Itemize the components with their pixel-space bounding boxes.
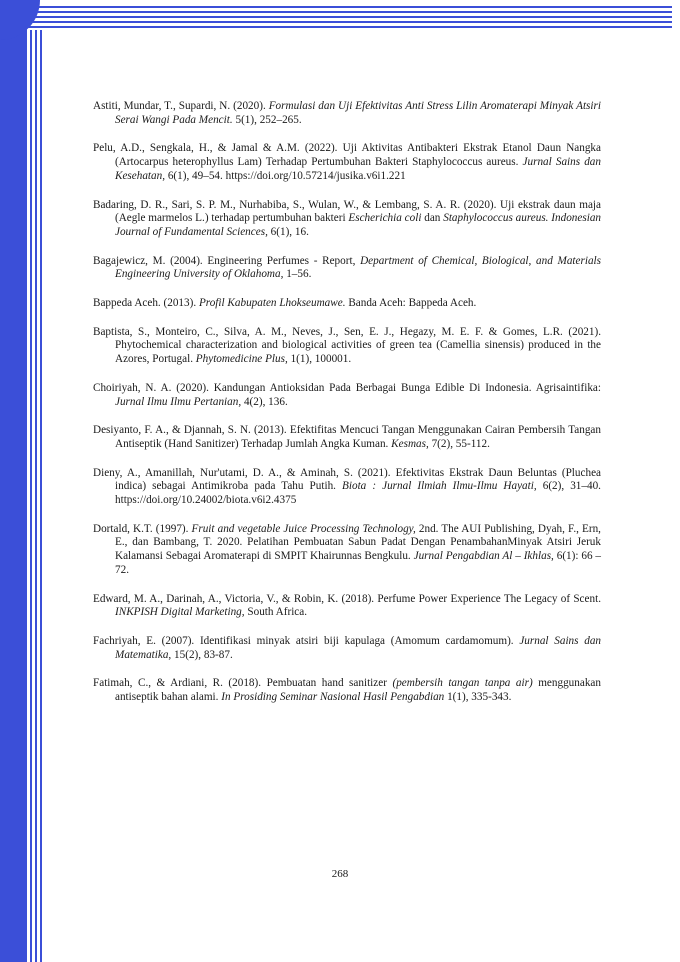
reference-list [93, 100, 601, 720]
top-stripe [27, 16, 672, 18]
page-number: 268 [331, 868, 349, 880]
top-stripe [27, 26, 672, 28]
top-stripe [27, 11, 672, 13]
top-stripe [27, 21, 672, 23]
left-stripe [35, 30, 37, 962]
reference-entry: Badaring, D. R., Sari, S. P. M., Nurhabiba, S., Wulan, W., & Lembang, S. A. R. (2020). Uji ekstrak daun maja (Aegle marmelos L.) terhadap pertumbuhan bakteri Escherichia coli dan Staphylococcus aureus. Indonesian Journal of Fundamental Sciences, 6(1), 16. [93, 198, 602, 238]
reference-entry: Baptista, S., Monteiro, C., Silva, A. M., Neves, J., Sen, E. J., Hegazy, M. E. F. & Gomes, L.R. (2021). Phytochemical characterization and biological activities of green tea (Camellia sinensis) produced in the Azores, Portugal. Phytomedicine Plus, 1(1), 100001. [93, 325, 601, 366]
reference-entry: Pelu, A.D., Sengkala, H., & Jamal & A.M. (2022). Uji Aktivitas Antibakteri Ekstrak Etanol Daun Nangka (Artocarpus heterophyllus Lam) Terhadap Pertumbuhan Bakteri Staphylococcus aureus. Jurnal Sains dan Kesehatan, 6(1), 49–54. https://doi.org/10.57214/jusika.v6i1.221 [93, 142, 601, 182]
left-stripe [30, 30, 32, 962]
reference-entry: Bappeda Aceh. (2013). Profil Kabupaten Lhokseumawe. Banda Aceh: Bappeda Aceh. [93, 297, 477, 310]
top-stripe [27, 6, 672, 8]
reference-entry: Astiti, Mundar, T., Supardi, N. (2020). Formulasi dan Uji Efektivitas Anti Stress Lilin Aromaterapi Minyak Atsiri Serai Wangi Pada Mencit. 5(1), 252–265. [93, 100, 601, 126]
reference-entry: Dieny, A., Amanillah, Nur'utami, D. A., & Aminah, S. (2021). Efektivitas Ekstrak Daun Beluntas (Pluchea indica) sebagai Antimikroba pada Tahu Putih. Biota : Jurnal Ilmiah Ilmu-Ilmu Hayati, 6(2), 31–40. https://doi.org/10.24002/biota.v6i2.4375 [93, 466, 601, 507]
reference-entry: Bagajewicz, M. (2004). Engineering Perfumes - Report, Department of Chemical, Biological, and Materials Engineering University of Oklahoma, 1–56. [93, 254, 601, 281]
reference-entry: Choiriyah, N. A. (2020). Kandungan Antioksidan Pada Berbagai Bunga Edible Di Indonesia. Agrisaintifika: Jurnal Ilmu Ilmu Pertanian, 4(2), 136. [93, 381, 601, 408]
reference-entry: Fachriyah, E. (2007). Identifikasi minyak atsiri biji kapulaga (Amomum cardamomum). Jurnal Sains dan Matematika, 15(2), 83-87. [93, 634, 602, 661]
reference-entry: Dortald, K.T. (1997). Fruit and vegetable Juice Processing Technology, 2nd. The AUI Publishing, Dyah, F., Ern, E., dan Bambang, T. 2020. Pelatihan Pembuatan Sabun Padat Dengan PenambahanMinyak Atsiri Jeruk Kalamansi Sebagai Aromaterapi di SMPIT Khairunnas Bengkulu. Jurnal Pengabdian Al – Ikhlas, 6(1): 66 – 72. [93, 522, 602, 576]
reference-entry: Desiyanto, F. A., & Djannah, S. N. (2013). Efektifitas Mencuci Tangan Menggunakan Cairan Pembersih Tangan Antiseptik (Hand Sanitizer) Terhadap Jumlah Angka Kuman. Kesmas, 7(2), 55-112. [93, 424, 601, 450]
reference-entry: Fatimah, C., & Ardiani, R. (2018). Pembuatan hand sanitizer (pembersih tangan tanpa air) menggunakan antiseptik bahan alami. In Prosiding Seminar Nasional Hasil Pengabdian 1(1), 335-343. [93, 677, 601, 704]
left-stripe [40, 30, 42, 962]
reference-entry: Edward, M. A., Darinah, A., Victoria, V., & Robin, K. (2018). Perfume Power Experience The Legacy of Scent. INKPISH Digital Marketing, South Africa. [93, 592, 601, 619]
left-border-bar [0, 0, 27, 962]
